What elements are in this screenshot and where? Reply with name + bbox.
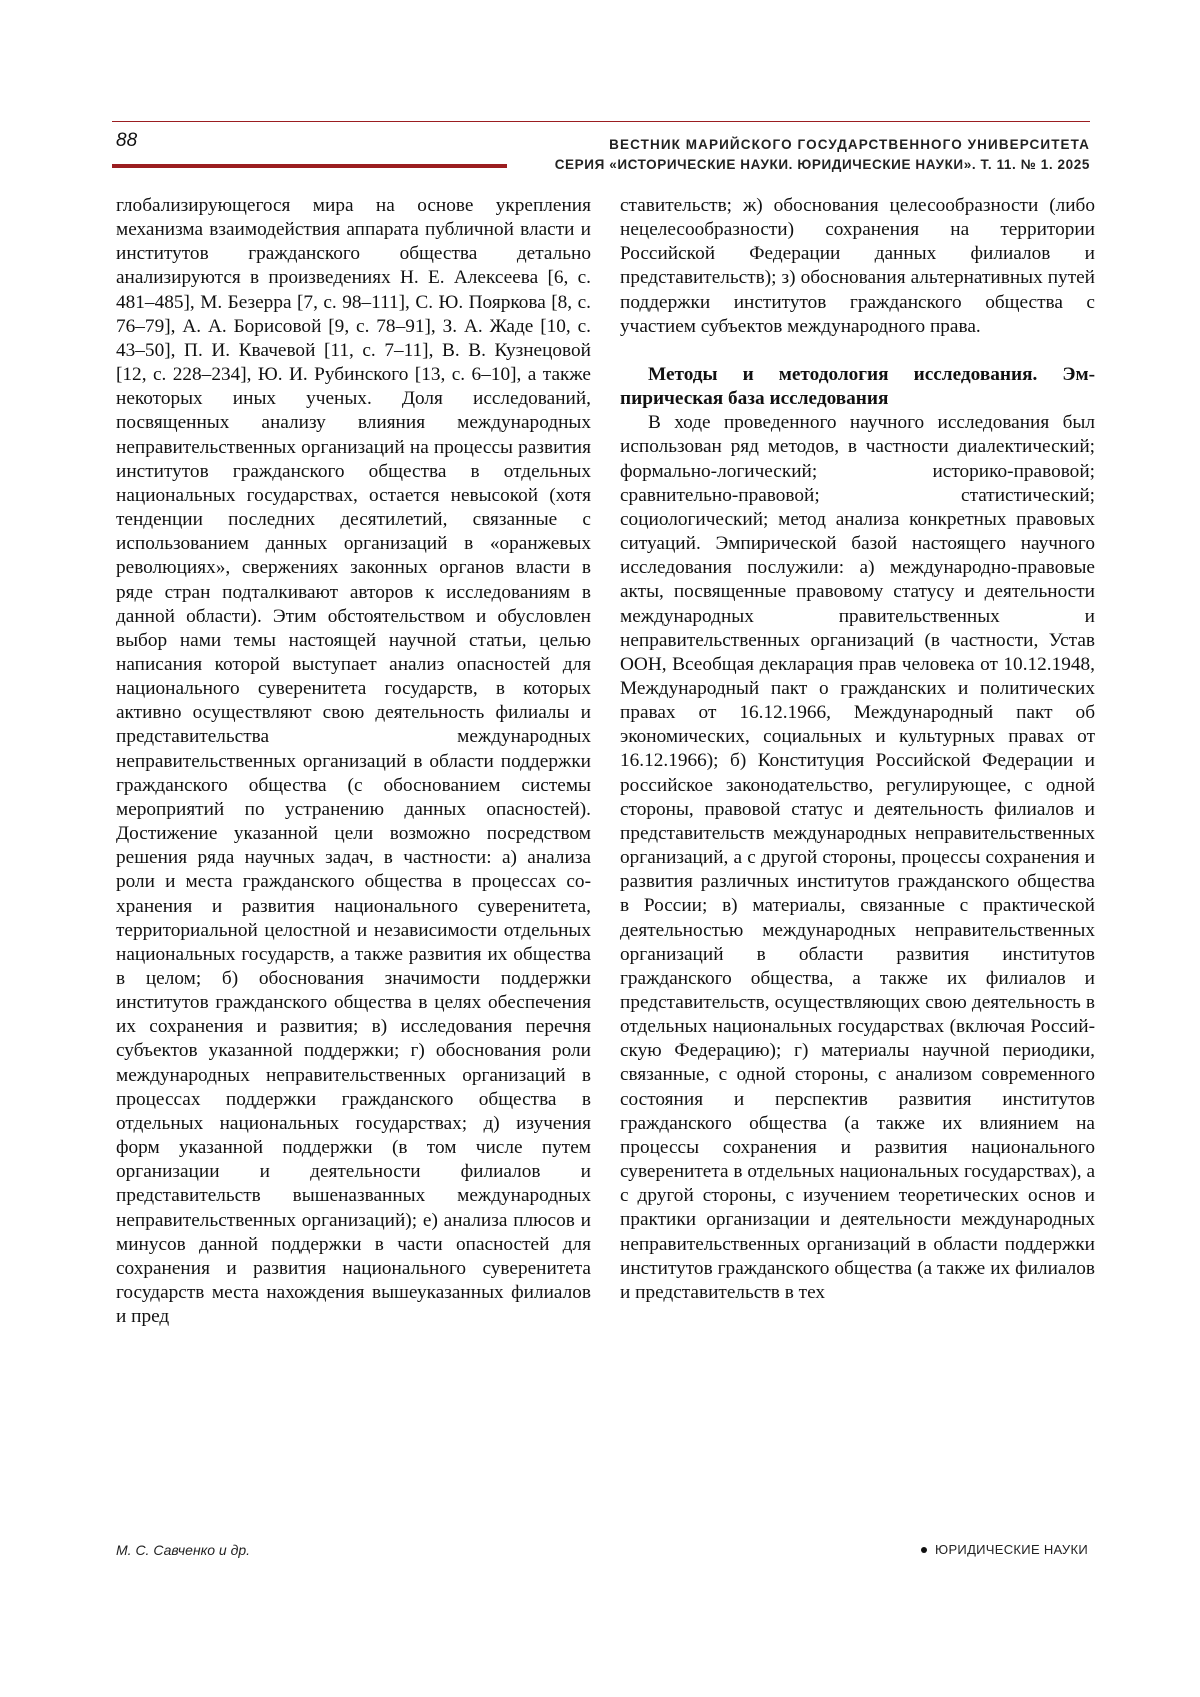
- header-accent-bar: [112, 164, 507, 168]
- left-column: [116, 194, 591, 1329]
- header-top-rule: [112, 121, 1090, 122]
- page-number: 88: [116, 130, 138, 151]
- body-paragraph: ставительств; ж) обоснования целесообразности (либо нецелесообразности) сохранения на территории Российской Федерации данных филиалов и представительств); з) обоснования альтернативных путей поддержки институтов гражданского общества с участием субъектов международного права.: [620, 195, 1095, 337]
- body-paragraph: В ходе проведенного научного исследования был использован ряд методов, в частности диалектический; формально-логический; историко-правовой; сравнительно-правовой; статистический; социологический; метод анализа конкретных правовых ситуаций. Эмпирической базой настоящего научного исследования послужили: а) международно-правовые акты, посвященные правовому статусу и деятельности международных правительственных и неправительственных организаций (в частности, Устав ООН, Всеобщая декларация прав человека от 10.12.1948, Международный пакт о гражданских и политических правах от 16.12.1966, Международный пакт об экономических, социальных и культурных правах от 16.12.1966); б) Конституция Российской Федерации и российское законодательство, регулирующее, с одной стороны, правовой статус и деятельность филиалов и представительств международных неправительственных организаций, а с другой стороны, процессы сохранения и развития различных институтов гражданского общества в России; в) материалы, связанные с практической деятельностью международных неправительственных организаций в области развития институтов гражданского общества, а также их филиалов и представительств, осуществляющих свою деятельность в отдельных национальных государствах (включая Российскую Федерацию); г) материалы научной периодики, связанные, с одной стороны, с анализом современного состояния и перспектив развития институтов гражданского общества (а также их влиянием на процессы сохранения и развития национального суверенитета в отдельных национальных государствах), а с другой стороны, с изучением теоретических основ и практики организации и деятельности международных неправительственных организаций в области поддержки институтов гражданского общества (а также их филиалов и представительств в тех: [620, 412, 1095, 1303]
- right-column: [620, 194, 1095, 1305]
- section-heading: Методы и методология исследования. Эмпирическая база исследования: [620, 363, 1095, 410]
- footer-section-label: ЮРИДИЧЕСКИЕ НАУКИ: [935, 1542, 1088, 1557]
- footer-section: [921, 1542, 1088, 1557]
- journal-series-line: СЕРИЯ «ИСТОРИЧЕСКИЕ НАУКИ. ЮРИДИЧЕСКИЕ НАУКИ». Т. 11. № 1. 2025: [554, 157, 1090, 172]
- bullet-icon: [921, 1547, 927, 1553]
- body-paragraph: глобализирующегося мира на основе укрепления механизма взаимодействия аппарата публичной власти и институтов гражданского общества детально анализируются в произведениях Н. Е. Алексеева [6, с. 481–485], М. Безерра [7, с. 98–111], С. Ю. Пояркова [8, с. 76–79], А. А. Борисовой [9, с. 78–91], З. А. Жаде [10, с. 43–50], П. И. Квачевой [11, с. 7–11], В. В. Кузнецовой [12, с. 228–234], Ю. И. Рубинского [13, с. 6–10], а также некоторых иных ученых. Доля исследований, посвященных анализу влияния международных неправительственных организаций на процессы развития институтов гражданского общества в отдельных национальных государствах, остается невысокой (хотя тенденции последних десятилетий, связанные с использованием данных организаций в «оранжевых революциях», свержениях законных органов власти в ряде стран подталкивают авторов к исследованиям в данной области). Этим обстоятельством и обусловлен выбор нами темы настоящей научной статьи, целью написания которой выступает анализ опасностей для национального суверенитета государств, в которых активно осуществляют свою деятельность филиалы и представительства международных неправительственных организаций в области поддержки гражданского общества (с обоснованием системы мероприятий по устранению данных опасностей). Достижение указанной цели возможно посредством решения ряда научных задач, в частности: а) анализа роли и места гражданского общества в процессах сохранения и развития национального суверенитета, территориальной целостной и независимости отдельных национальных государств, а также развития их общества в целом; б) обоснования значимости поддержки институтов гражданского общества в целях обеспечения их сохранения и развития; в) исследования перечня субъектов указанной поддержки; г) обоснования роли международных неправительственных организаций в процессах поддержки гражданского общества в отдельных национальных государствах; д) изучения форм указанной поддержки (в том числе путем организации и деятельности филиалов и представительств вышеназванных международных неправительственных организаций); е) анализа плюсов и минусов данной поддержки в части опасностей для сохранения и развития национального суверенитета государств места нахождения вышеуказанных филиалов и пред: [116, 195, 591, 1328]
- journal-title: ВЕСТНИК МАРИЙСКОГО ГОСУДАРСТВЕННОГО УНИВЕРСИТЕТА: [609, 137, 1090, 152]
- paragraph-spacer: [620, 339, 1095, 363]
- footer-author: М. С. Савченко и др.: [116, 1542, 251, 1558]
